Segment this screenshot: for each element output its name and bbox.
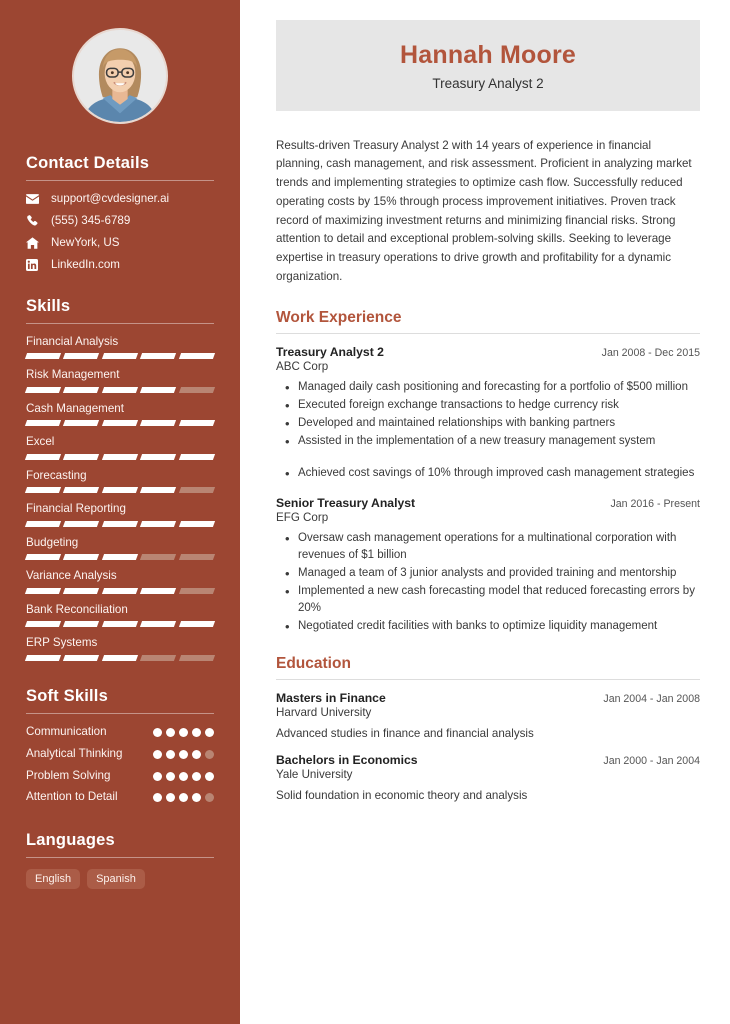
rating-dot [179, 772, 188, 781]
soft-skill-row [26, 790, 214, 805]
bullet-item: • Implemented a new cash forecasting model that reduced forecasting errors by 20% [276, 583, 700, 617]
linkedin-icon [26, 259, 44, 271]
soft-skills-list [26, 725, 214, 805]
skill-level-segment [179, 621, 216, 627]
education-entry-degree: Masters in Finance [276, 690, 386, 705]
work-experience-list [276, 345, 700, 635]
soft-skill-row [26, 725, 214, 740]
divider [26, 323, 214, 324]
skills-list [26, 335, 214, 661]
skill-level-segment [102, 655, 139, 661]
skill-level-bar [26, 454, 214, 460]
skill-level-segment [63, 655, 100, 661]
skills-heading: Skills [26, 297, 71, 315]
education-entry-header [276, 753, 700, 767]
home-icon [26, 237, 44, 249]
bullet-item: • Developed and maintained relationships with banking partners [276, 415, 700, 432]
work-entry-bullets [276, 379, 700, 450]
skill-level-segment [25, 588, 62, 594]
rating-dot [153, 793, 162, 802]
skill-level-segment [25, 487, 62, 493]
skill-level-segment [179, 655, 216, 661]
skill-level-segment [102, 621, 139, 627]
skill-level-segment [25, 454, 62, 460]
contact-item-location[interactable] [26, 236, 214, 249]
rating-dot [153, 728, 162, 737]
skill-level-segment [25, 353, 62, 359]
skill-label: Financial Analysis [26, 335, 119, 348]
work-entry-date: Jan 2016 - Present [610, 497, 700, 510]
skill-level-bar [26, 588, 214, 594]
skill-level-segment [63, 420, 100, 426]
contact-value-phone: (555) 345-6789 [51, 214, 131, 227]
work-entry [276, 345, 700, 482]
rating-dot [179, 793, 188, 802]
skill-level-segment [179, 487, 216, 493]
skill-level-bar [26, 521, 214, 527]
education-entry-date: Jan 2000 - Jan 2004 [603, 754, 700, 767]
languages-section [26, 831, 214, 889]
skill-level-segment [63, 487, 100, 493]
rating-dot [205, 750, 214, 759]
skill-level-segment [140, 521, 177, 527]
skill-row [26, 368, 214, 392]
skill-level-bar [26, 487, 214, 493]
divider [26, 857, 214, 858]
divider [26, 713, 214, 714]
rating-dot [179, 750, 188, 759]
soft-skills-heading: Soft Skills [26, 686, 108, 705]
rating-dot [192, 750, 201, 759]
skill-level-segment [179, 554, 216, 560]
skill-label: Forecasting [26, 468, 87, 482]
work-entry-organization: ABC Corp [276, 359, 329, 373]
soft-skill-rating-dots [153, 790, 214, 802]
skill-level-bar [26, 621, 214, 627]
contact-item-linkedin[interactable] [26, 258, 214, 271]
page-title: Hannah Moore [399, 41, 577, 69]
skill-level-segment [102, 554, 139, 560]
skill-level-segment [63, 588, 100, 594]
rating-dot [166, 793, 175, 802]
rating-dot [205, 772, 214, 781]
skill-label: Financial Reporting [26, 502, 126, 516]
skill-level-segment [179, 454, 216, 460]
skill-label: Risk Management [26, 368, 120, 382]
soft-skill-row [26, 769, 214, 784]
name-header [276, 20, 700, 111]
work-experience-heading: Work Experience [276, 308, 402, 326]
bullet-item: • Managed daily cash positioning and forecasting for a portfolio of $500 million [276, 379, 700, 396]
skill-level-segment [102, 487, 139, 493]
education-entry-degree: Bachelors in Economics [276, 752, 418, 767]
skill-level-segment [140, 588, 177, 594]
work-entry-bullets-extra [276, 465, 700, 482]
skill-row [26, 435, 214, 459]
skill-level-bar [26, 554, 214, 560]
contact-value-location: NewYork, US [51, 236, 120, 249]
languages-chip-list [26, 869, 214, 889]
skill-level-segment [25, 554, 62, 560]
skill-level-segment [63, 387, 100, 393]
skill-level-segment [140, 420, 177, 426]
main-content [240, 0, 730, 1024]
skill-level-segment [63, 353, 100, 359]
skill-label: Variance Analysis [26, 569, 117, 583]
sidebar [0, 0, 240, 1024]
bullet-item: • Negotiated credit facilities with banks to optimize liquidity management [276, 618, 700, 635]
skill-level-segment [25, 655, 62, 661]
bullet-item: • Achieved cost savings of 10% through improved cash management strategies [276, 465, 700, 482]
skill-level-segment [179, 420, 216, 426]
skill-level-segment [140, 387, 177, 393]
envelope-icon [26, 194, 44, 204]
bullet-item: • Managed a team of 3 junior analysts and provided training and mentorship [276, 565, 700, 582]
skill-level-segment [140, 554, 177, 560]
skill-level-segment [140, 454, 177, 460]
profile-photo-icon [74, 30, 166, 122]
education-entry-date: Jan 2004 - Jan 2008 [603, 692, 700, 705]
rating-dot [166, 772, 175, 781]
rating-dot [153, 772, 162, 781]
contact-list [26, 192, 214, 271]
bullet-item: • Oversaw cash management operations for a multinational corporation with revenues of $1 billion [276, 530, 700, 564]
education-entry [276, 753, 700, 802]
rating-dot [179, 728, 188, 737]
work-entry-header [276, 345, 700, 359]
work-entry-organization: EFG Corp [276, 510, 329, 524]
soft-skill-rating-dots [153, 725, 214, 737]
language-chip[interactable]: English [26, 869, 80, 889]
skill-level-segment [179, 588, 216, 594]
skill-level-segment [102, 420, 139, 426]
soft-skills-section [26, 687, 214, 805]
skill-level-segment [140, 353, 177, 359]
rating-dot [166, 750, 175, 759]
skill-level-segment [102, 454, 139, 460]
education-entry-description: Solid foundation in economic theory and analysis [276, 788, 528, 802]
skill-row [26, 469, 214, 493]
skill-level-segment [63, 521, 100, 527]
skill-level-segment [25, 420, 62, 426]
bullet-item: • Assisted in the implementation of a new treasury management system [276, 433, 700, 450]
soft-skill-label: Attention to Detail [26, 790, 118, 804]
skill-level-segment [179, 387, 216, 393]
skill-label: Budgeting [26, 535, 79, 549]
contact-value-linkedin: LinkedIn.com [51, 258, 120, 271]
rating-dot [153, 750, 162, 759]
divider [276, 333, 700, 334]
rating-dot [205, 728, 214, 737]
languages-heading: Languages [26, 831, 115, 850]
skill-level-bar [26, 655, 214, 661]
education-entry-header [276, 691, 700, 705]
contact-value-email: support@cvdesigner.ai [51, 192, 170, 205]
divider [26, 180, 214, 181]
soft-skill-label: Analytical Thinking [26, 746, 123, 760]
contact-details-section [26, 154, 214, 271]
work-entry-title: Senior Treasury Analyst [276, 495, 416, 510]
education-list [276, 691, 700, 802]
skill-row [26, 502, 214, 526]
work-entry-header [276, 496, 700, 510]
divider [276, 679, 700, 680]
skill-row [26, 402, 214, 426]
skill-row [26, 603, 214, 627]
rating-dot [192, 772, 201, 781]
language-chip[interactable]: Spanish [87, 869, 145, 889]
education-entry [276, 691, 700, 740]
rating-dot [166, 728, 175, 737]
work-entry [276, 496, 700, 635]
education-entry-institution: Harvard University [276, 705, 372, 719]
education-entry-description: Advanced studies in finance and financial analysis [276, 726, 534, 740]
work-entry-date: Jan 2008 - Dec 2015 [601, 346, 700, 359]
skill-label: Excel [26, 435, 55, 449]
skill-level-segment [140, 621, 177, 627]
skill-level-bar [26, 387, 214, 393]
contact-details-heading: Contact Details [26, 154, 150, 172]
soft-skill-rating-dots [153, 769, 214, 781]
skill-level-segment [25, 621, 62, 627]
skill-level-segment [140, 655, 177, 661]
skill-row [26, 335, 214, 359]
education-heading: Education [276, 654, 351, 672]
skill-level-segment [102, 353, 139, 359]
skill-level-segment [63, 554, 100, 560]
work-experience-section [276, 309, 700, 635]
contact-item-phone[interactable] [26, 214, 214, 227]
avatar-container [26, 28, 214, 124]
skill-row [26, 569, 214, 593]
skill-label: ERP Systems [26, 636, 98, 650]
skill-level-segment [25, 387, 62, 393]
contact-item-email[interactable] [26, 192, 214, 205]
education-entry-institution: Yale University [276, 767, 353, 781]
skill-row [26, 636, 214, 660]
rating-dot [192, 728, 201, 737]
skill-label: Cash Management [26, 401, 124, 415]
work-entry-bullets [276, 530, 700, 635]
professional-summary: Results-driven Treasury Analyst 2 with 14 years of experience in financial planning, cash management, and risk assessment. Proficient in analyzing market trends and implementing strategies to optimize cash flow. Successfully reduced operating costs by 15% through process improvement initiatives. Proven track record of maximizing investment returns and minimizing financial risks. Strong attention to detail and exceptional problem-solving skills. Seeking to leverage expertise in treasury operations to drive growth and profitability for a dynamic organization. [276, 138, 692, 283]
avatar [72, 28, 168, 124]
rating-dot [192, 793, 201, 802]
skill-level-segment [102, 387, 139, 393]
job-title: Treasury Analyst 2 [432, 75, 544, 91]
skill-level-segment [25, 521, 62, 527]
skill-level-segment [63, 454, 100, 460]
bullet-item: • Executed foreign exchange transactions to hedge currency risk [276, 397, 700, 414]
skills-section [26, 297, 214, 661]
skill-level-segment [179, 521, 216, 527]
skill-level-segment [179, 353, 216, 359]
skill-level-segment [102, 588, 139, 594]
skill-label: Bank Reconciliation [26, 602, 128, 616]
soft-skill-row [26, 747, 214, 762]
education-section [276, 655, 700, 802]
skill-row [26, 536, 214, 560]
skill-level-segment [63, 621, 100, 627]
soft-skill-label: Communication [26, 724, 107, 738]
phone-icon [26, 215, 44, 227]
soft-skill-label: Problem Solving [26, 768, 111, 782]
rating-dot [205, 793, 214, 802]
skill-level-bar [26, 420, 214, 426]
work-entry-title: Treasury Analyst 2 [276, 344, 384, 359]
skill-level-segment [140, 487, 177, 493]
soft-skill-rating-dots [153, 747, 214, 759]
skill-level-segment [102, 521, 139, 527]
skill-level-bar [26, 353, 214, 359]
